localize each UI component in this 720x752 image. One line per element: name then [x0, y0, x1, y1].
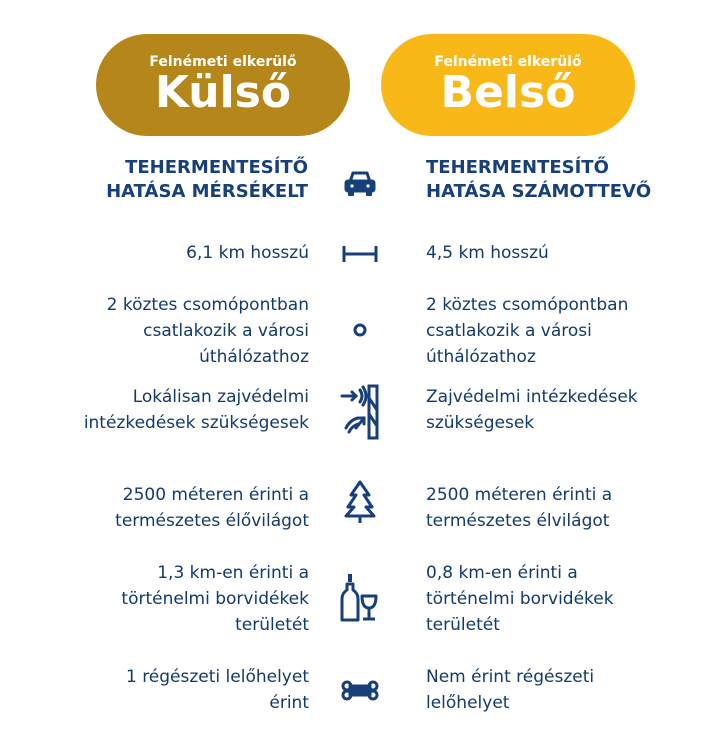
- tree-icon: [340, 478, 380, 524]
- left-row-junctions: 2 köztes csomópontban csatlakozik a városi úthálózathoz: [106, 295, 309, 367]
- length-icon: [340, 232, 380, 276]
- left-option-badge: [96, 34, 350, 136]
- car-icon: [340, 160, 380, 204]
- junction-icon: [340, 304, 380, 348]
- right-option-badge: [381, 34, 635, 136]
- right-option-title: Belső: [440, 67, 576, 118]
- left-option-title: Külső: [154, 67, 292, 118]
- wine-icon: [340, 572, 380, 624]
- right-row-noise: Zajvédelmi intézkedések szükségesek: [426, 387, 638, 433]
- bone-icon: [340, 668, 380, 712]
- right-option-subtitle: Felnémeti elkerülő: [434, 54, 582, 70]
- right-row-wine: 0,8 km-en érinti a történelmi borvidékek területét: [426, 563, 614, 635]
- left-heading: TEHERMENTESÍTŐ HATÁSA MÉRSÉKELT: [106, 157, 308, 202]
- right-row-archaeology: Nem érint régészeti lelőhelyet: [426, 667, 595, 713]
- noise-barrier-icon: [340, 384, 380, 442]
- left-row-length: 6,1 km hosszú: [186, 243, 309, 263]
- right-row-junctions: 2 köztes csomópontban csatlakozik a városi úthálózathoz: [426, 295, 629, 367]
- right-row-nature: 2500 méteren érinti a természetes élvilágot: [426, 485, 613, 531]
- left-row-archaeology: 1 régészeti lelőhelyet érint: [125, 667, 309, 713]
- right-row-length: 4,5 km hosszú: [426, 243, 549, 263]
- left-row-nature: 2500 méteren érinti a természetes élővilágot: [115, 485, 309, 531]
- left-option-subtitle: Felnémeti elkerülő: [149, 54, 297, 70]
- left-row-wine: 1,3 km-en érinti a történelmi borvidékek területét: [121, 563, 309, 635]
- right-heading: TEHERMENTESÍTŐ HATÁSA SZÁMOTTEVŐ: [426, 157, 652, 202]
- left-row-noise: Lokálisan zajvédelmi intézkedések szükségesek: [83, 387, 309, 433]
